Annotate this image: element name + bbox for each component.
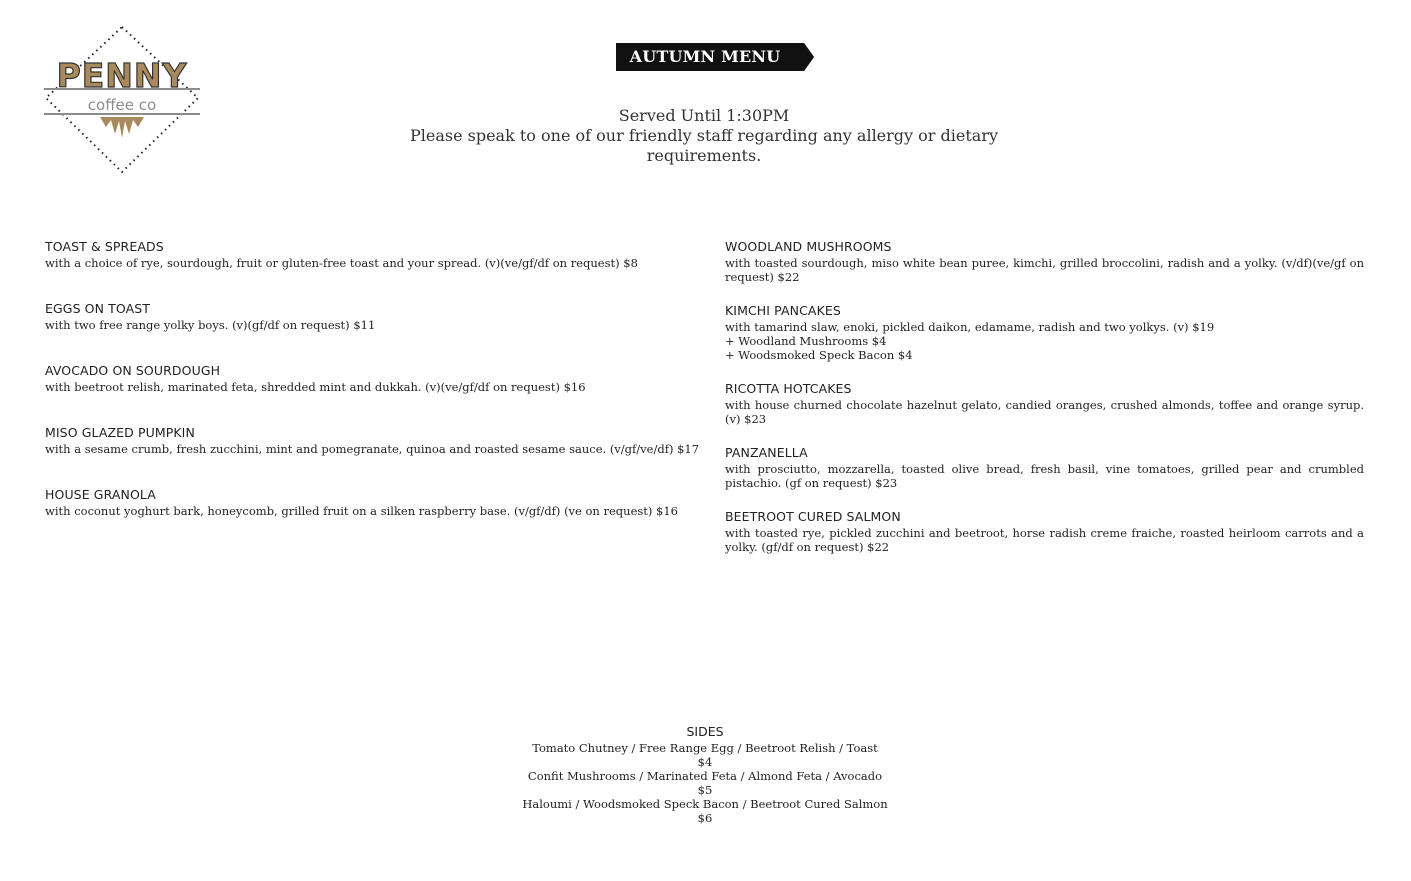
item-title: RICOTTA HOTCAKES — [725, 381, 852, 396]
item-addon: + Woodsmoked Speck Bacon $4 — [725, 348, 913, 362]
sides-items: Haloumi / Woodsmoked Speck Bacon / Beetroot Cured Salmon — [522, 797, 888, 811]
item-title: MISO GLAZED PUMPKIN — [45, 425, 195, 440]
item-description: with coconut yoghurt bark, honeycomb, grilled fruit on a silken raspberry base. (v/gf/df) (ve on request) $16 — [45, 504, 678, 518]
item-description: with beetroot relish, marinated feta, shredded mint and dukkah. (v)(ve/gf/df on request) $16 — [45, 380, 586, 394]
item-description: with a sesame crumb, fresh zucchini, mint and pomegranate, quinoa and roasted sesame sauce. (v/gf/ve/df) $17 — [45, 442, 700, 456]
item-description: with toasted sourdough, miso white bean puree, kimchi, grilled broccolini, radish and a yolky. (v/df)(ve/gf on request) $22 — [725, 256, 1364, 284]
item-title: AVOCADO ON SOURDOUGH — [45, 363, 221, 378]
intro — [404, 106, 1004, 166]
menu-banner — [616, 43, 814, 71]
item-description: with toasted rye, pickled zucchini and beetroot, horse radish creme fraiche, roasted heirloom carrots and a yolky. (gf/df on request) $22 — [725, 526, 1364, 554]
logo-sub-text: coffee co — [87, 96, 157, 114]
sides-section — [455, 723, 955, 825]
sides-price: $5 — [697, 783, 713, 797]
menu-column-right — [725, 238, 1364, 572]
menu-column-left — [45, 238, 700, 548]
item-title: HOUSE GRANOLA — [45, 487, 156, 502]
sides-items: Tomato Chutney / Free Range Egg / Beetroot Relish / Toast — [532, 741, 878, 755]
item-title: EGGS ON TOAST — [45, 301, 151, 316]
sides-items: Confit Mushrooms / Marinated Feta / Almond Feta / Avocado — [527, 769, 883, 783]
served-until-text: Served Until 1:30PM — [618, 106, 790, 125]
item-title: PANZANELLA — [725, 445, 808, 460]
penny-logo — [42, 24, 202, 176]
menu-item — [45, 486, 685, 518]
logo-brand-text: PENNY — [56, 56, 188, 95]
item-title: WOODLAND MUSHROOMS — [725, 239, 892, 254]
item-title: KIMCHI PANCAKES — [725, 303, 841, 318]
menu-item — [45, 300, 685, 332]
menu-item — [725, 380, 1364, 426]
allergy-notice: Please speak to one of our friendly staff regarding any allergy or dietary requirements. — [409, 126, 999, 165]
item-description: with a choice of rye, sourdough, fruit or gluten-free toast and your spread. (v)(ve/gf/df on request) $8 — [45, 256, 638, 270]
menu-item — [725, 444, 1364, 490]
sides-price: $4 — [697, 755, 713, 769]
menu-item — [45, 362, 685, 394]
menu-item — [45, 238, 685, 270]
menu-title: AUTUMN MENU — [629, 47, 781, 66]
sunburst-icon — [100, 117, 144, 138]
menu-item — [725, 508, 1364, 554]
sides-title: SIDES — [686, 724, 724, 739]
item-description: with tamarind slaw, enoki, pickled daikon, edamame, radish and two yolkys. (v) $19 — [725, 320, 1215, 334]
item-description: with prosciutto, mozzarella, toasted olive bread, fresh basil, vine tomatoes, grilled pear and crumbled pistachio. (gf on request) $23 — [725, 462, 1364, 490]
sides-price: $6 — [697, 811, 713, 825]
item-description: with house churned chocolate hazelnut gelato, candied oranges, crushed almonds, toffee and orange syrup. (v) $23 — [725, 398, 1364, 426]
item-title: BEETROOT CURED SALMON — [725, 509, 901, 524]
item-addon: + Woodland Mushrooms $4 — [725, 334, 887, 348]
menu-item — [45, 424, 700, 456]
menu-item — [725, 302, 1364, 362]
item-description: with two free range yolky boys. (v)(gf/df on request) $11 — [45, 318, 376, 332]
item-title: TOAST & SPREADS — [45, 239, 164, 254]
menu-item — [725, 238, 1364, 284]
